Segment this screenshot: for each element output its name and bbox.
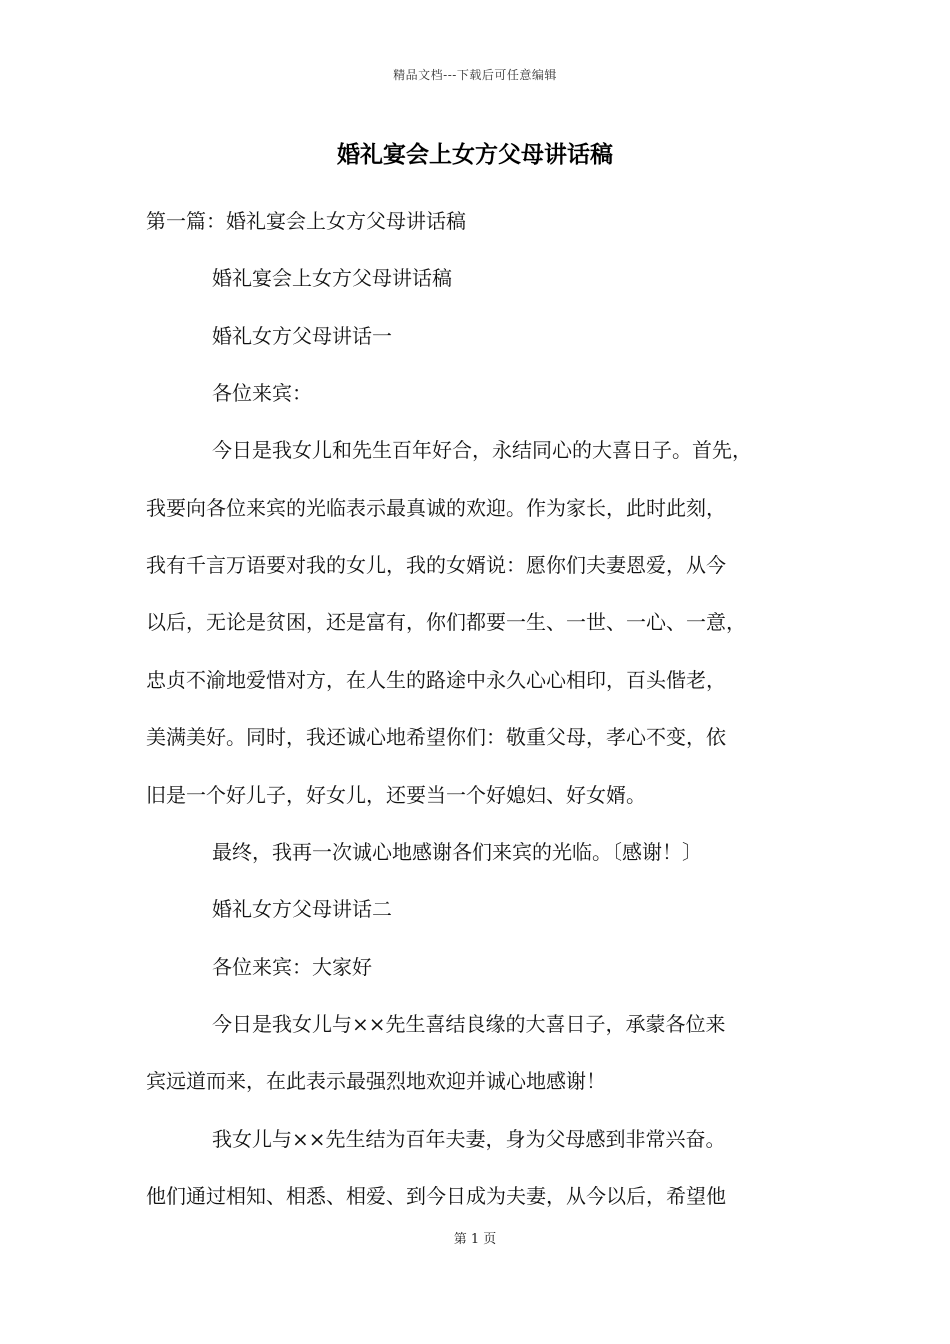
document-title: 婚礼宴会上女方父母讲话稿 — [337, 141, 613, 168]
paragraph-line: 宾远道而来，在此表示最强烈地欢迎并诚心地感谢！ — [146, 1069, 606, 1093]
section-heading: 第一篇：婚礼宴会上女方父母讲话稿 — [146, 209, 466, 233]
speech-heading-1: 婚礼女方父母讲话一 — [212, 324, 392, 348]
speech-heading-2: 婚礼女方父母讲话二 — [212, 897, 392, 921]
page-number: 第 1 页 — [453, 1232, 497, 1247]
page-header-note: 精品文档---下载后可任意编辑 — [393, 68, 557, 82]
paragraph-line: 他们通过相知、相悉、相爱、到今日成为夫妻，从今以后，希望他 — [146, 1184, 726, 1208]
salutation-2: 各位来宾：大家好 — [212, 955, 372, 979]
paragraph-line: 最终，我再一次诚心地感谢各们来宾的光临。〔感谢！〕 — [212, 840, 702, 864]
paragraph-line: 美满美好。同时，我还诚心地希望你们：敬重父母，孝心不变，依 — [146, 725, 726, 749]
paragraph-line: 以后，无论是贫困，还是富有，你们都要一生、一世、一心、一意， — [146, 610, 746, 634]
paragraph-line: 旧是一个好儿子，好女儿，还要当一个好媳妇、好女婿。 — [146, 783, 646, 807]
paragraph-line: 今日是我女儿与××先生喜结良缘的大喜日子，承蒙各位来 — [212, 1012, 726, 1036]
paragraph-line: 我有千言万语要对我的女儿，我的女婿说：愿你们夫妻恩爱，从今 — [146, 553, 726, 577]
subtitle-line: 婚礼宴会上女方父母讲话稿 — [212, 266, 452, 290]
paragraph-line: 我要向各位来宾的光临表示最真诚的欢迎。作为家长，此时此刻， — [146, 496, 726, 520]
paragraph-line: 忠贞不渝地爱惜对方，在人生的路途中永久心心相印，百头偕老， — [146, 668, 726, 692]
paragraph-line: 我女儿与××先生结为百年夫妻，身为父母感到非常兴奋。 — [212, 1127, 726, 1151]
paragraph-line: 今日是我女儿和先生百年好合，永结同心的大喜日子。首先， — [212, 438, 752, 462]
salutation-1: 各位来宾： — [212, 381, 312, 405]
